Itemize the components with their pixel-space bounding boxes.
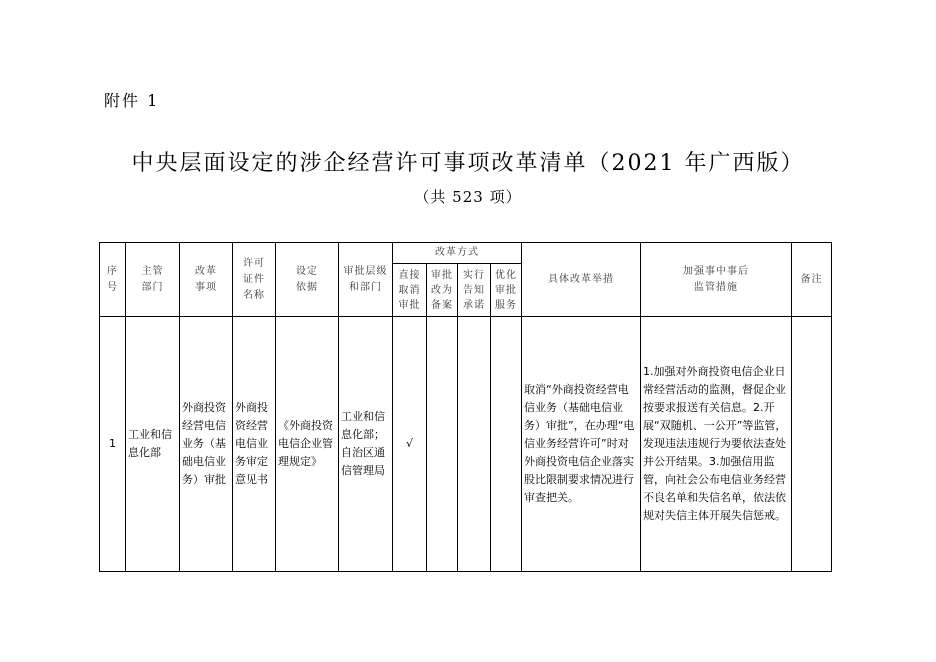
header-notice-commitment: 实行 告知 承诺: [458, 264, 491, 317]
document-title: 中央层面设定的涉企经营许可事项改革清单（2021 年广西版）: [131, 151, 805, 176]
header-supervision-measures: 加强事中事后 监管措施: [641, 243, 792, 317]
cell-optimize-service: [491, 317, 522, 572]
cell-seq: 1: [100, 317, 126, 572]
cell-reform-item: 外商投资经营电信业务（基础电信业务）审批: [180, 317, 233, 572]
cell-supervision-measures: 1.加强对外商投资电信企业日常经营活动的监测，督促企业按要求报送有关信息。2.开展“双随机、一公开”等监管，发现违法违规行为要依法查处并公开结果。3.加强信用监管，向社会公布电信业务经营不良名单和失信名单，依法依规对失信主体开展失信惩戒。: [641, 317, 792, 572]
cell-approval-level: 工业和信息化部；自治区通信管理局: [339, 317, 393, 572]
cell-notice-commitment: [458, 317, 491, 572]
cell-change-to-filing: [427, 317, 458, 572]
header-license-name: 许可 证件 名称: [233, 243, 276, 317]
header-seq: 序 号: [100, 243, 126, 317]
header-legal-basis: 设定 依据: [276, 243, 339, 317]
header-reform-item: 改革 事项: [180, 243, 233, 317]
attachment-label: 附件 1: [104, 91, 160, 110]
header-reform-measures: 具体改革举措: [522, 243, 641, 317]
cell-remarks: [792, 317, 832, 572]
header-reform-mode: 改革方式: [393, 243, 522, 264]
cell-direct-cancel-check: √: [393, 317, 427, 572]
header-department: 主管 部门: [126, 243, 180, 317]
reform-list-table: [99, 242, 832, 572]
document-subtitle: （共 523 项）: [414, 188, 522, 206]
cell-legal-basis: 《外商投资电信企业管理规定》: [276, 317, 339, 572]
header-change-to-filing: 审批 改为 备案: [427, 264, 458, 317]
header-remarks: 备注: [792, 243, 832, 317]
header-optimize-service: 优化 审批 服务: [491, 264, 522, 317]
cell-reform-measures: 取消“外商投资经营电信业务（基础电信业务）审批”，在办理“电信业务经营许可”时对外商投资电信企业落实股比限制要求情况进行审查把关。: [522, 317, 641, 572]
cell-license-name: 外商投资经营电信业务审定意见书: [233, 317, 276, 572]
cell-department: 工业和信息化部: [126, 317, 180, 572]
header-approval-level: 审批层级 和部门: [339, 243, 393, 317]
header-direct-cancel: 直接 取消 审批: [393, 264, 427, 317]
